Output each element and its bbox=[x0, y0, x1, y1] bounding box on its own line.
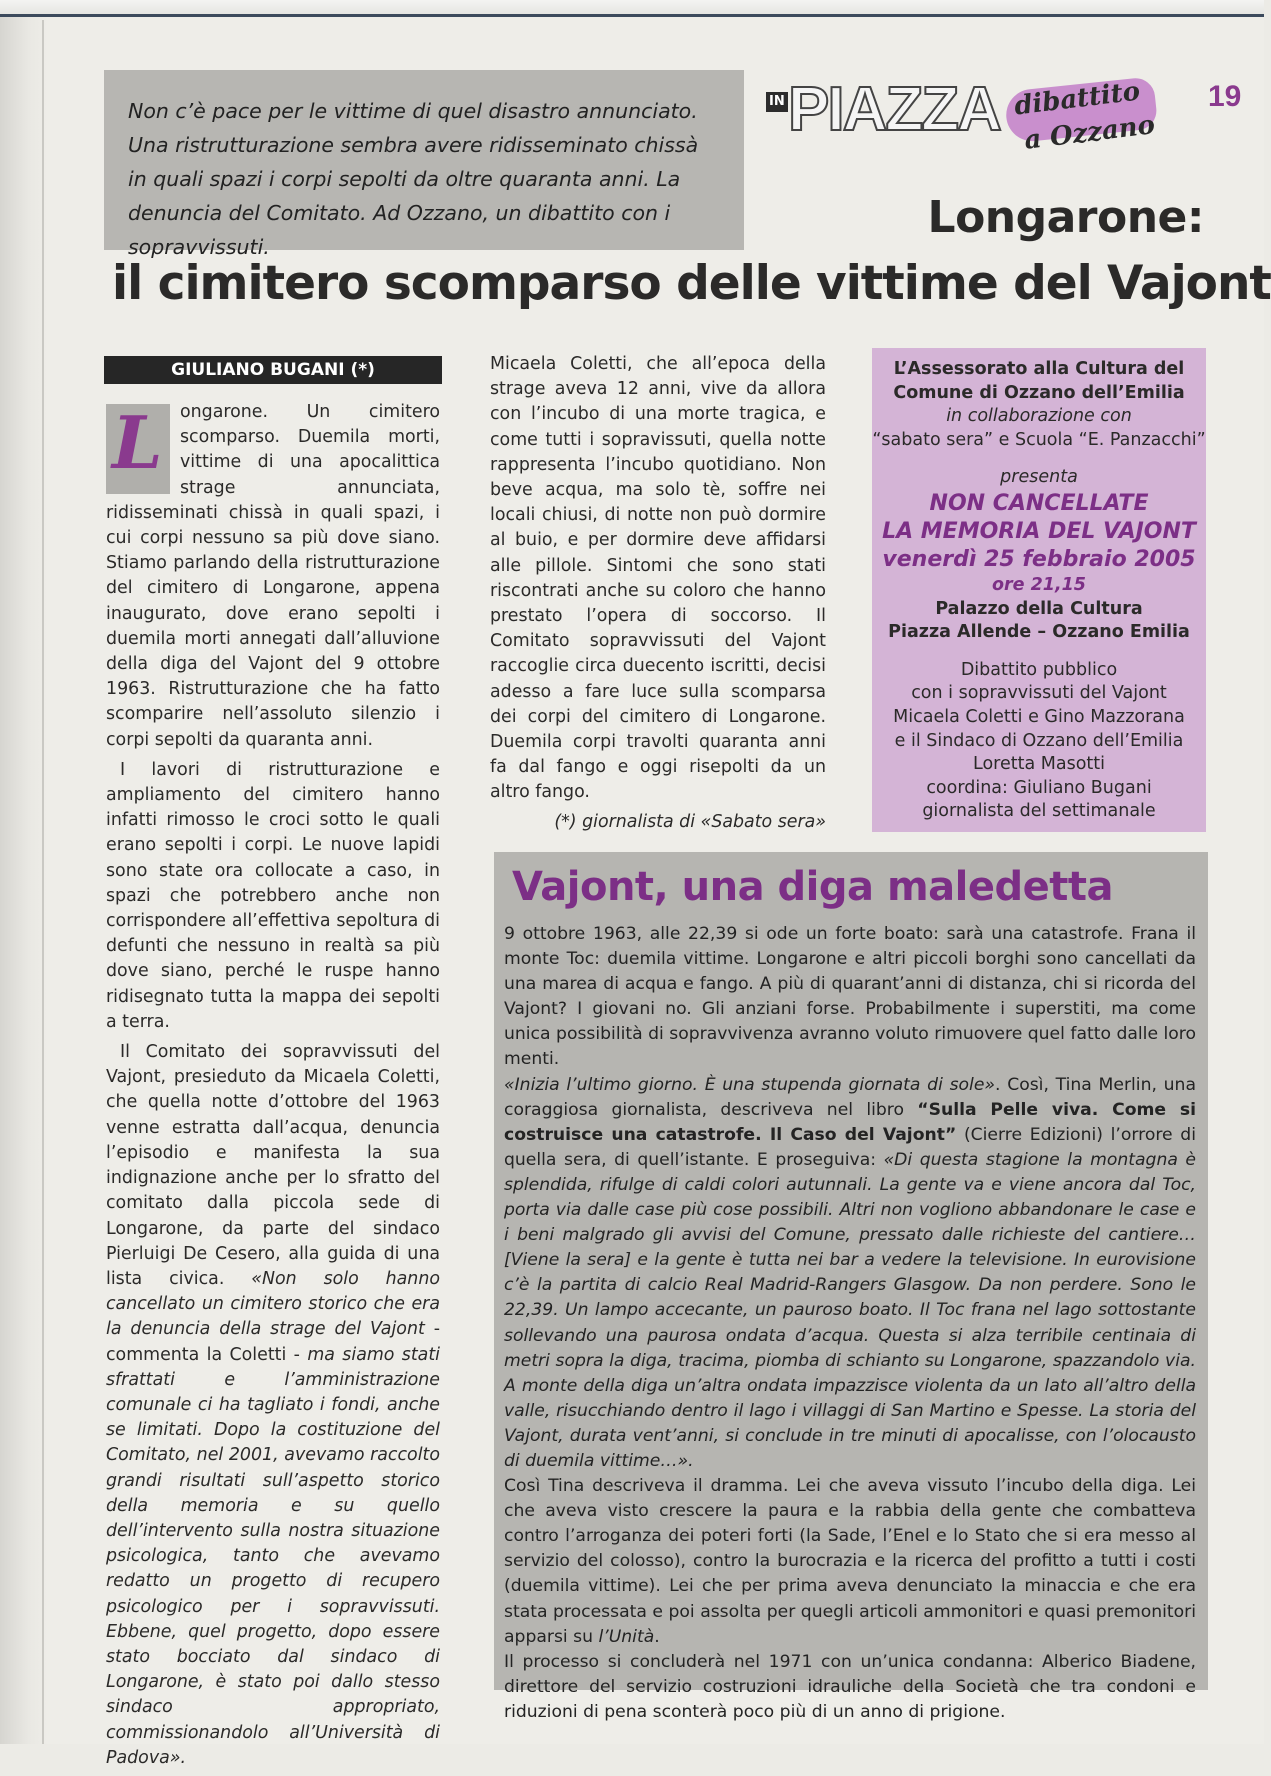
masthead-in-badge: IN bbox=[766, 92, 788, 112]
coletti-quote-part1: «Non solo hanno cancellato un cimitero storico che era la denuncia della strage del Vajont bbox=[106, 1268, 440, 1340]
event-venue-line2: Piazza Allende – Ozzano Emilia bbox=[888, 622, 1190, 643]
event-detail-5: Loretta Masotti bbox=[973, 754, 1105, 775]
event-collab-line2: “sabato sera” e Scuola “E. Panzacchi” bbox=[872, 429, 1206, 450]
sidebar-p2-text-a: . Così, Tina Merlin, una coraggiosa giornalista, descriveva nel libro bbox=[504, 1074, 1196, 1120]
author-signature: (*) giornalista di «Sabato sera» bbox=[554, 811, 826, 832]
author-byline: GIULIANO BUGANI (*) bbox=[104, 356, 442, 384]
intro-box bbox=[104, 70, 744, 259]
sidebar-title: Vajont, una diga maledetta bbox=[512, 864, 1113, 910]
event-org-line1: L’Assessorato alla Cultura del bbox=[893, 359, 1185, 379]
merlin-long-quote: «Di questa stagione la montagna è splendida, rifulge di caldi colori autunnali. La gente va e viene ancora dal Toc, porta via dalle case più cose possibili. Altri non vogliono abbandonare le case e i beni malgrado gli avvisi del Comune, pressato dalle richieste del cantiere… [Viene la sera] e la gente è tutta nei bar a vedere la televisione. In eurovisione c’è la partita di calcio Real Madrid-Rangers Glasgow. Da non perdere. Sono le 22,39. Un lampo accecante, un pauroso boato. Il Toc frana nel lago sottostante sollevando una paurosa ondata d’acqua. Questa si alza terribile centinaia di metri sopra la diga, tracima, piomba di schianto su Longarone, spazzandolo via. A monte della diga un’altra ondata impazzisce violenta da un lato all’altro della valle, risucchiando dentro il lago i villaggi di San Martino e Spesse. La storia del Vajont, durata vent’anni, si conclude in tre minuti di apocalisse, con l’olocausto di duemila vittime…». bbox=[504, 1149, 1196, 1471]
event-spacer bbox=[872, 452, 1206, 466]
sidebar-text bbox=[504, 922, 1196, 1725]
unita-reference: l’Unità bbox=[598, 1626, 655, 1647]
event-org-line2: Comune di Ozzano dell’Emilia bbox=[893, 382, 1185, 403]
masthead-piazza-logo: PIAZZA bbox=[788, 75, 1000, 144]
binding-fold-line bbox=[42, 20, 44, 1744]
article-paragraph-2: I lavori di ristrutturazione e ampliamento del cimitero hanno infatti rimosso le croci sotto le quali erano sepolti i corpi. Le nuove lapidi sono state ora collocate a caso, in spazi che potrebbero anche non corrispondere all’effettiva sepoltura di defunti che nessuno in realtà sa più dove siano, perché le ruspe hanno ridisegnato tutta la mappa dei sepolti a terra. bbox=[106, 759, 440, 1032]
article-column-2 bbox=[490, 352, 826, 835]
coletti-attribution: - commenta la Coletti - bbox=[106, 1319, 440, 1365]
event-detail-4: e il Sindaco di Ozzano dell’Emilia bbox=[894, 730, 1184, 751]
event-presenta: presenta bbox=[1000, 467, 1078, 488]
sidebar-box bbox=[494, 852, 1208, 1722]
headline-line2: il cimitero scomparso delle vittime del Vajont bbox=[112, 256, 1271, 311]
article-paragraph-1: ongarone. Un cimitero scomparso. Duemila morti, vittime di una apocalittica strage annunciata, ridisseminati chissà in quali spazi, i cui corpi nessuno sa più dove siano. Stiamo parlando della ristrutturazione del cimitero di Longarone, appena inaugurato, dove erano sepolti i duemila morti annegati dall’alluvione della diga del Vajont del 9 ottobre 1963. Ristrutturazione che ha fatto scomparire nell’assoluto silenzio i corpi sepolti da quaranta anni. bbox=[106, 402, 440, 750]
intro-text: Non c’è pace per le vittime di quel disastro annunciato. Una ristrutturazione sembra avere ridisseminato chissà in quali spazi i corpi sepolti da oltre quaranta anni. La denuncia del Comitato. Ad Ozzano, un dibattito con i sopravvissuti. bbox=[128, 99, 699, 259]
sidebar-p3-text: Così Tina descriveva il dramma. Lei che aveva vissuto l’incubo della diga. Lei che aveva visto crescere la paura e la rabbia della gente che combatteva contro l’arroganza dei poteri forti (la Sade, l’Enel e lo Stato che si era messo al servizio del colosso), contro la burocrazia e la ricerca del profitto a tutti i costi (duemila vittime). Lei che per prima aveva denunciato la minaccia e che era stata processata e poi assolta per quegli articoli ammonitori e quasi premonitori apparsi su bbox=[504, 1476, 1196, 1647]
sidebar-paragraph-4: Il processo si concluderà nel 1971 con un’unica condanna: Alberico Biadene, direttore del servizio costruzioni idrauliche della Società che tra condoni e riduzioni di pena sconterà poco più di un anno di prigione. bbox=[504, 1651, 1196, 1722]
event-time: ore 21,15 bbox=[992, 574, 1086, 595]
coletti-quote-part2: ma siamo stati sfrattati e l’amministrazione comunale ci ha tagliato i fondi, anche se limitati. Dopo la costituzione del Comitato, nel 2001, avevamo raccolto grandi risultati sull’aspetto storico della memoria e su quello dell’intervento sulla nostra situazione psicologica, tanto che avevamo redatto un progetto di recupero psicologico per i sopravvissuti. Ebbene, quel progetto, dopo essere stato bocciato dal sindaco di Longarone, è stato poi dallo stesso sindaco appropriato, commissionandolo all’Università di Padova». bbox=[106, 1344, 440, 1768]
binding-gutter bbox=[0, 0, 48, 1744]
event-spacer bbox=[872, 645, 1206, 659]
sidebar-paragraph-2 bbox=[504, 1073, 1196, 1475]
masthead-tag-line2: a Ozzano bbox=[1022, 110, 1157, 156]
sidebar-paragraph-1: 9 ottobre 1963, alle 22,39 si ode un forte boato: sarà una catastrofe. Frana il monte Toc: duemila vittime. Longarone e altri piccoli borghi sono cancellati da una marea di acqua e fango. A più di quarant’anni di distanza, chi si ricorda del Vajont? I giovani no. Gli anziani forse. Probabilmente i superstiti, ma come unica possibilità di sopravvivenza avranno voluto rimuovere quel fatto dalle loro menti. bbox=[504, 924, 1196, 1070]
drop-cap-letter: L bbox=[112, 400, 163, 485]
event-detail-7: giornalista del settimanale bbox=[922, 801, 1156, 822]
sidebar-p3-end: . bbox=[654, 1626, 660, 1647]
scan-top-edge bbox=[0, 0, 1264, 17]
book-title: “Sulla Pelle viva. Come si costruisce una catastrofe. Il Caso del Vajont” bbox=[504, 1099, 1196, 1145]
event-venue-line1: Palazzo della Cultura bbox=[935, 598, 1143, 619]
event-date: venerdì 25 febbraio 2005 bbox=[882, 546, 1196, 572]
masthead-tag-line1: dibattito bbox=[1012, 76, 1142, 122]
page-number: 19 bbox=[1208, 80, 1242, 113]
event-detail-3: Micaela Coletti e Gino Mazzorana bbox=[893, 706, 1185, 727]
event-detail-2: con i sopravvissuti del Vajont bbox=[911, 683, 1167, 704]
event-detail-1: Dibattito pubblico bbox=[960, 659, 1118, 680]
sidebar-paragraph-3 bbox=[504, 1474, 1196, 1650]
sidebar-p2-text-b: (Cierre Edizioni) l’orrore di quella sera, di quell’istante. E proseguiva: bbox=[504, 1124, 1196, 1170]
merlin-opening-quote: «Inizia l’ultimo giorno. È una stupenda giornata di sole» bbox=[504, 1074, 996, 1095]
section-masthead bbox=[766, 75, 1166, 166]
event-announcement-box bbox=[872, 348, 1206, 832]
article-column-1 bbox=[106, 400, 440, 1776]
event-title-line1: NON CANCELLATE bbox=[929, 490, 1149, 516]
drop-cap bbox=[106, 400, 170, 494]
event-collab-line1: in collaborazione con bbox=[946, 406, 1132, 427]
headline-line1: Longarone: bbox=[927, 192, 1204, 243]
event-title-line2: LA MEMORIA DEL VAJONT bbox=[882, 518, 1196, 544]
article-paragraph-3: Il Comitato dei sopravvissuti del Vajont, presieduto da Micaela Coletti, che quella notte d’ottobre del 1963 venne estratta dall’acqua, denuncia l’episodio e manifesta la sua indignazione anche per lo sfratto del comitato dalla piccola sede di Longarone, da parte del sindaco Pierluigi De Cesero, alla guida di una lista civica. bbox=[106, 1042, 440, 1289]
article-paragraph-4: Micaela Coletti, che all’epoca della strage aveva 12 anni, vive da allora con l’incubo di una morte tragica, e come tutti i sopravissuti, quella notte rappresenta l’incubo quotidiano. Non beve acqua, ma solo tè, soffre nei locali chiusi, di notte non può dormire al buio, e per dormire deve affidarsi alle pillole. Sintomi che sono stati riscontrati anche su coloro che hanno prestato l’opera di soccorso. Il Comitato sopravvissuti del Vajont raccoglie circa duecento iscritti, decisi adesso a fare luce sulla scomparsa dei corpi del cimitero di Longarone. Duemila corpi travolti quaranta anni fa dal fango e oggi risepolti da un altro fango. bbox=[490, 354, 826, 803]
event-detail-6: coordina: Giuliano Bugani bbox=[926, 777, 1152, 798]
